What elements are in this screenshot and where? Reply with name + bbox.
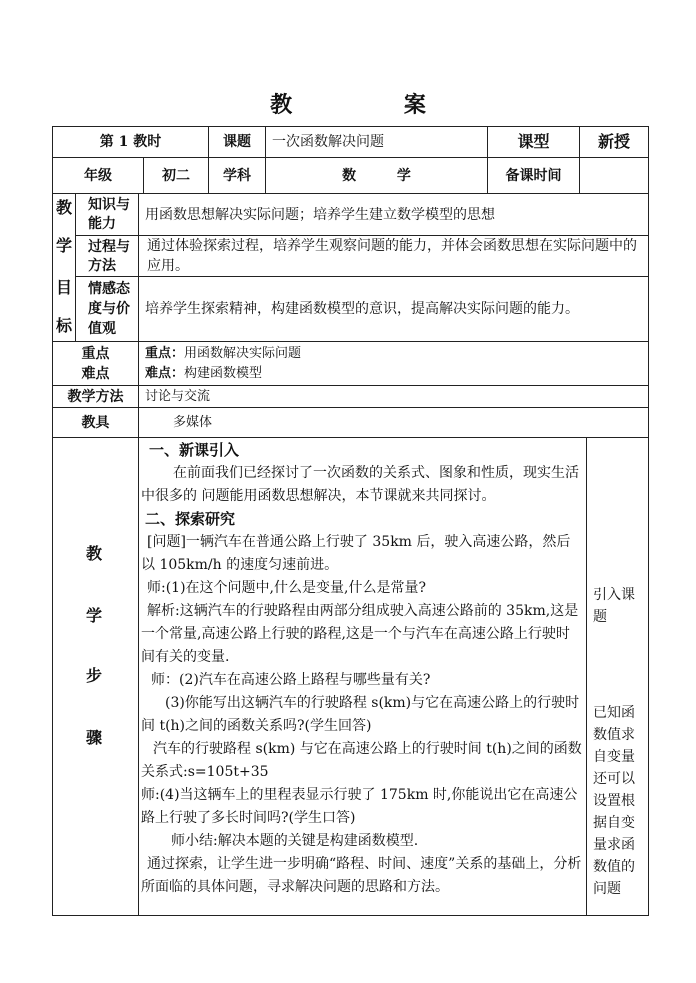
steps-char: 学 xyxy=(85,606,102,625)
objectives-char: 教 xyxy=(55,198,72,217)
steps-char: 教 xyxy=(85,544,102,563)
question-1: 师:(1)在这个问题中,什么是变量,什么是常量? xyxy=(147,580,426,596)
steps-char: 骤 xyxy=(85,728,102,747)
tools-cell xyxy=(138,407,649,438)
section-intro-title: 一、新课引入 xyxy=(149,441,240,459)
answer-1: 解析:这辆汽车的行驶路程由两部分组成驶入高速公路前的 35km,这是一个常量,高速公路上行驶的路程,这是一个与汽车在高速公路上行驶时间有关的变量. xyxy=(141,603,579,665)
grade-label: 年级 xyxy=(84,167,112,184)
teacher-summary: 师小结:解决本题的关键是构建函数模型. xyxy=(171,833,419,849)
note-extension: 已知函数值求自变量还可以设置根据自变量求函数值的问题 xyxy=(593,705,635,897)
grade-cell xyxy=(143,157,209,194)
key-point-label: 重点 xyxy=(81,346,110,362)
grade-label-cell xyxy=(52,157,144,194)
objective-label-attitude: 情感态度与价值观 xyxy=(75,276,139,342)
topic-label-cell xyxy=(208,126,266,158)
method-label-cell xyxy=(52,385,139,408)
method-label: 教学方法 xyxy=(67,388,124,405)
prep-time-cell xyxy=(579,157,649,194)
section-intro-text: 在前面我们已经探讨了一次函数的关系式、图象和性质，现实生活中很多的 问题能用函数思想解决，本节课就来共同探讨。 xyxy=(141,465,579,504)
steps-content-cell xyxy=(138,437,587,916)
key-points-cell xyxy=(138,341,649,386)
problem-text: [问题]一辆汽车在普通公路上行驶了 35km 后，驶入高速公路，然后以 105km/h 的速度匀速前进。 xyxy=(141,534,571,573)
prep-time-label: 备课时间 xyxy=(505,167,562,184)
question-3: (3)你能写出这辆汽车的行驶路程 s(km)与它在高速公路上的行驶时间 t(h)之间的函数关系吗?(学生回答) xyxy=(141,695,580,734)
difficulty-text: 构建函数模型 xyxy=(184,366,263,381)
difficulty-label: 难点 xyxy=(81,366,110,382)
subject-label: 学科 xyxy=(223,167,251,184)
objective-text-process: 通过体验探索过程，培养学生观察问题的能力，并体会函数思想在实际问题中的应用。 xyxy=(138,235,649,277)
objectives-char: 学 xyxy=(55,236,72,255)
tools-label-cell xyxy=(52,407,139,438)
grade-value: 初二 xyxy=(162,167,190,184)
objectives-char: 目 xyxy=(55,278,72,297)
conclusion-text: 通过探索，让学生进一步明确“路程、时间、速度”关系的基础上，分析所面临的具体问题，寻求解决问题的思路和方法。 xyxy=(141,856,582,895)
subject-label-cell xyxy=(208,157,266,194)
key-point-prefix: 重点： xyxy=(145,346,185,361)
type-cell xyxy=(579,126,649,158)
method-value: 讨论与交流 xyxy=(145,389,211,404)
difficulty-prefix: 难点： xyxy=(145,366,185,381)
answer-3: 汽车的行驶路程 s(km) 与它在高速公路上的行驶时间 t(h)之间的函数关系式:s=105t+35 xyxy=(141,741,582,780)
tools-label: 教具 xyxy=(81,414,110,431)
type-label-cell xyxy=(487,126,580,158)
question-4: 师:(4)当这辆车上的里程表显示行驶了 175km 时,你能说出它在高速公路上行驶了多长时间吗?(学生口答) xyxy=(141,787,578,826)
prep-time-label-cell xyxy=(487,157,580,194)
objectives-group-cell xyxy=(52,193,76,342)
topic-cell xyxy=(265,126,488,158)
subject-value: 数 学 xyxy=(342,167,411,184)
method-cell xyxy=(138,385,649,408)
topic-value: 一次函数解决问题 xyxy=(272,134,384,150)
steps-char: 步 xyxy=(85,666,102,685)
objectives-char: 标 xyxy=(55,316,72,335)
lesson-number: 第 1 教时 xyxy=(99,134,162,150)
key-points-label-cell xyxy=(52,341,139,386)
section-explore-title: 二、探索研究 xyxy=(145,510,236,528)
objective-label-knowledge: 知识与能力 xyxy=(75,193,139,236)
type-label: 课型 xyxy=(517,132,550,151)
objective-text-attitude: 培养学生探索精神，构建函数模型的意识，提高解决实际问题的能力。 xyxy=(138,276,649,342)
tools-value: 多媒体 xyxy=(173,415,213,430)
page-title: 教 案 xyxy=(270,92,478,118)
key-point-text: 用函数解决实际问题 xyxy=(184,346,302,361)
note-intro: 引入课题 xyxy=(593,587,635,625)
subject-cell xyxy=(265,157,488,194)
objective-label-process: 过程与方法 xyxy=(75,235,139,277)
objective-text-knowledge: 用函数思想解决实际问题；培养学生建立数学模型的思想 xyxy=(138,193,649,236)
steps-label-cell xyxy=(52,437,139,916)
steps-notes-cell xyxy=(586,437,649,916)
lesson-number-cell xyxy=(52,126,209,158)
question-2: 师：(2)汽车在高速公路上路程与哪些量有关? xyxy=(151,672,431,688)
type-value: 新授 xyxy=(597,132,630,151)
topic-label: 课题 xyxy=(223,134,251,150)
